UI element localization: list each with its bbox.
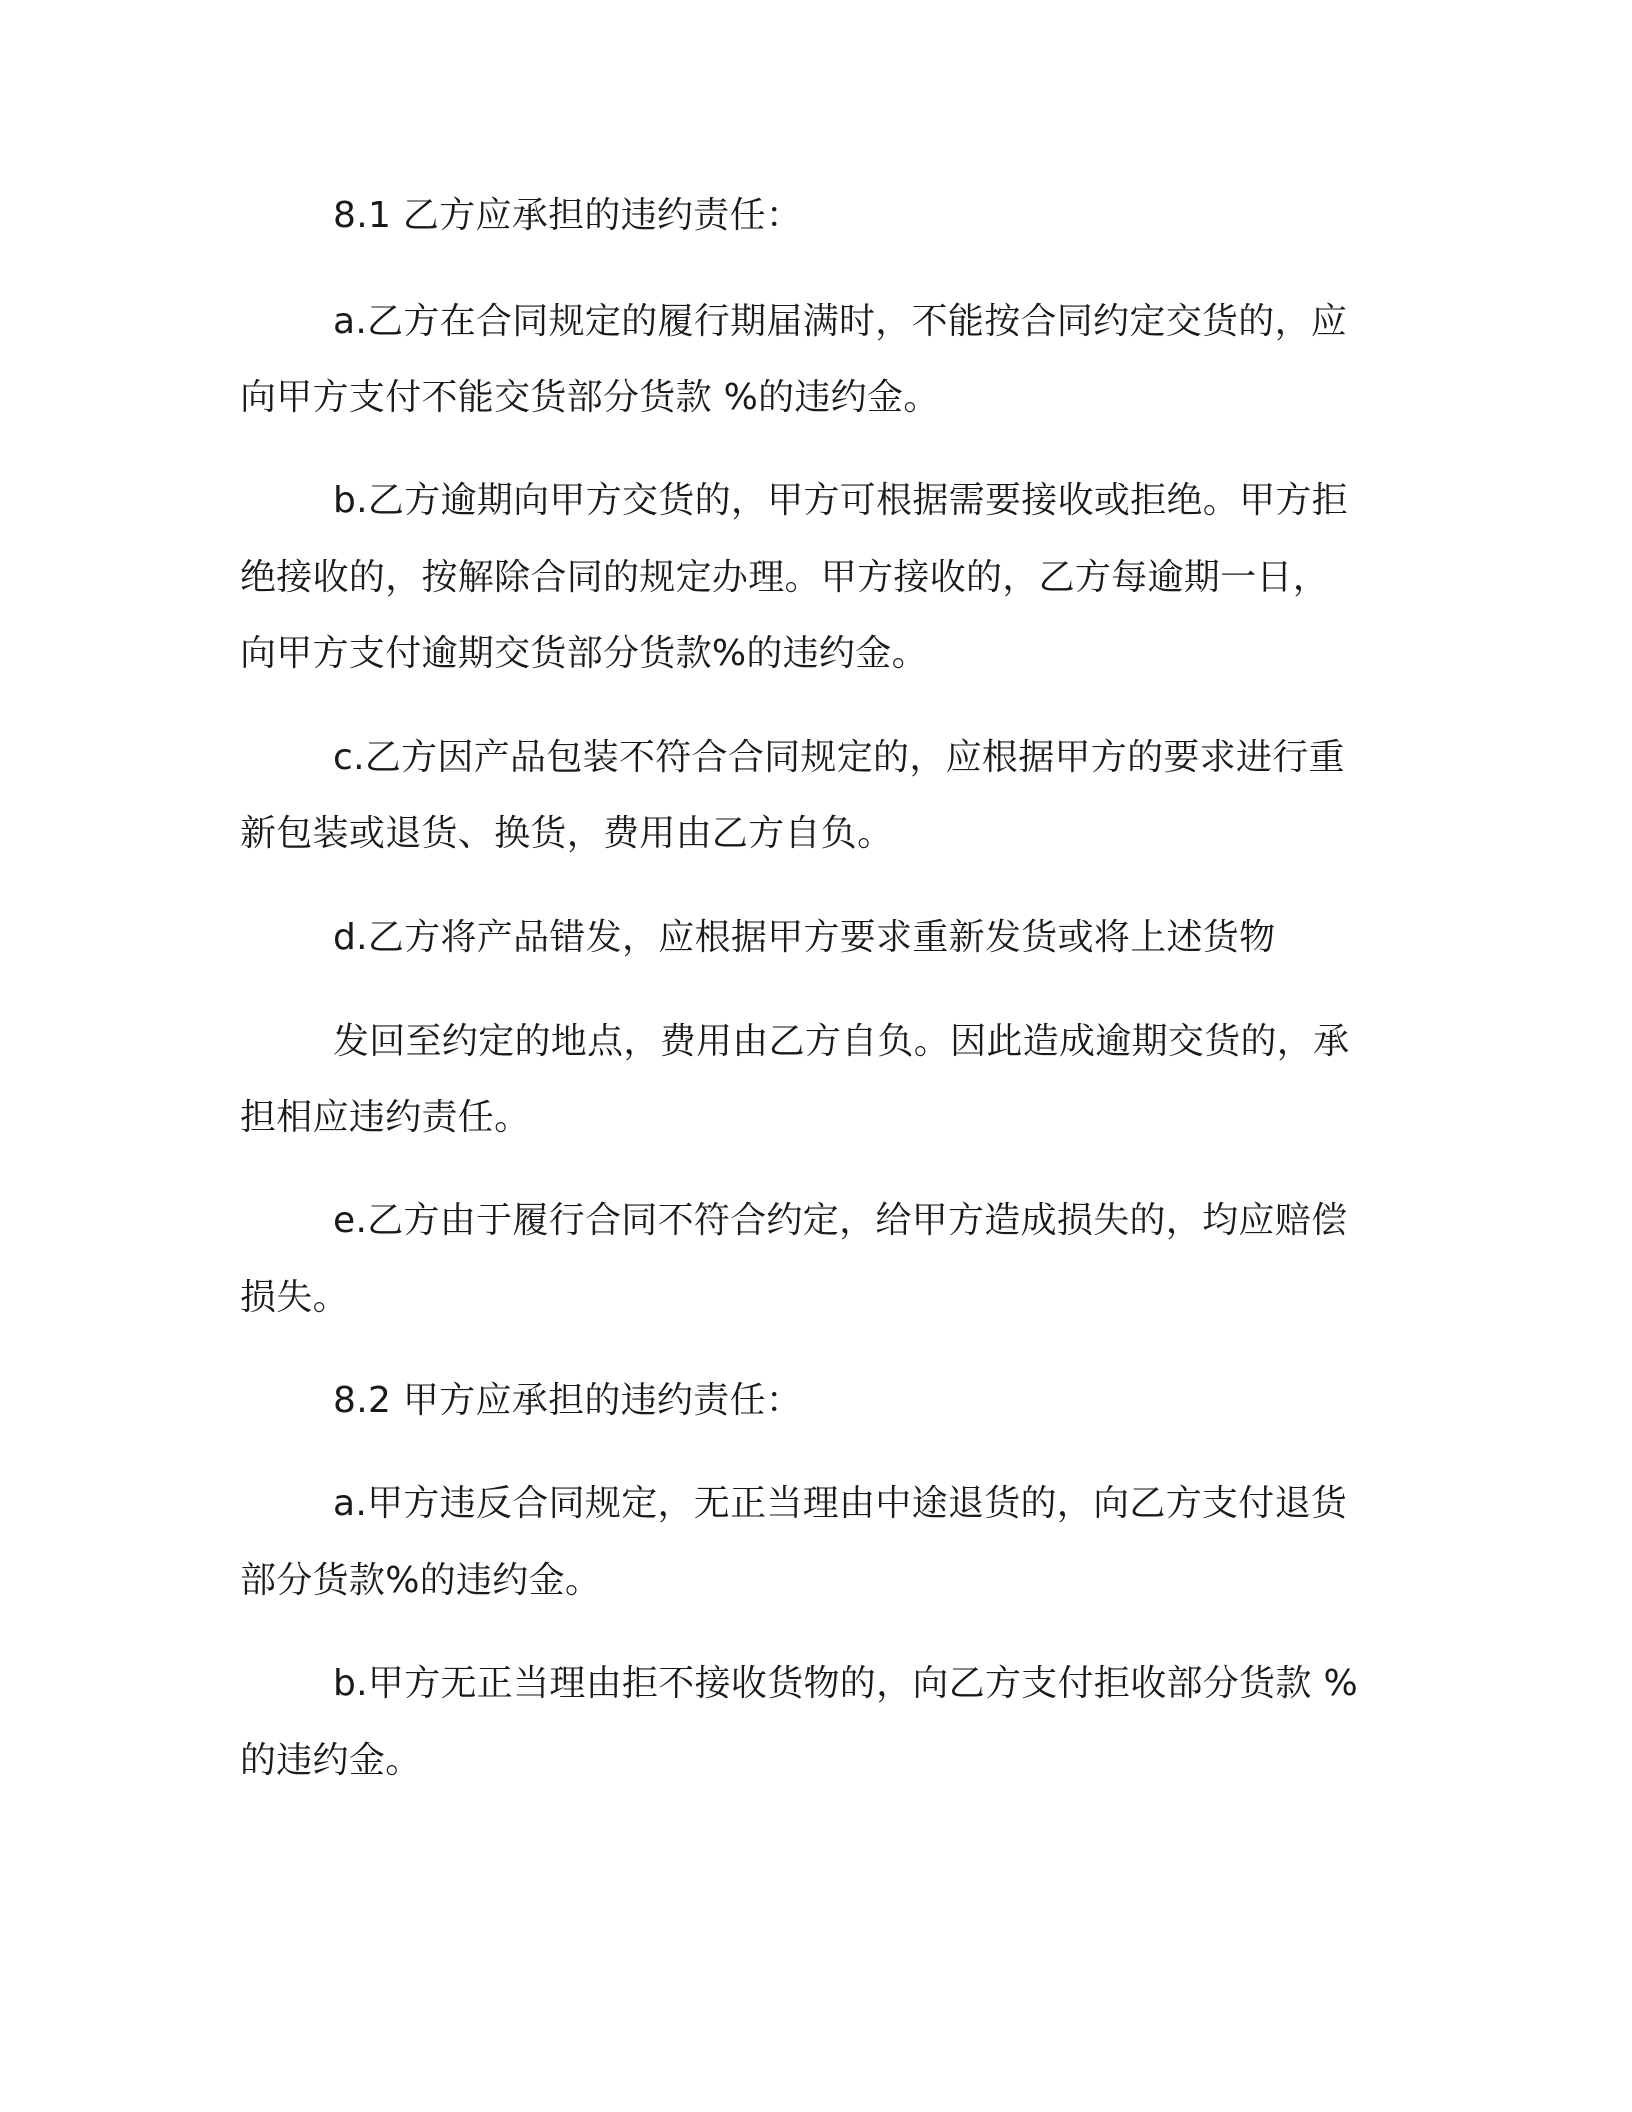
clause-8-1-d-line-3: 担相应违约责任。 [240, 1097, 531, 1138]
clause-8-1-a-line-2: 向甲方支付不能交货部分货款 %的违约金。 [240, 377, 940, 418]
clause-8-2-a-line-1: a.甲方违反合同规定，无正当理由中途退货的，向乙方支付退货 [333, 1483, 1348, 1524]
clause-8-1-b-line-2: 绝接收的，按解除合同的规定办理。甲方接收的，乙方每逾期一日， [240, 557, 1330, 598]
clause-8-1-a-line-1: a.乙方在合同规定的履行期届满时，不能按合同约定交货的，应 [333, 301, 1348, 342]
clause-8-1-b-line-3: 向甲方支付逾期交货部分货款%的违约金。 [240, 633, 928, 674]
clause-8-2-b-line-1: b.甲方无正当理由拒不接收货物的，向乙方支付拒收部分货款 % [333, 1663, 1358, 1704]
section-8-2-heading: 8.2 甲方应承担的违约责任： [333, 1380, 803, 1421]
clause-8-1-d-line-1: d.乙方将产品错发，应根据甲方要求重新发货或将上述货物 [333, 917, 1276, 958]
clause-8-1-e-line-1: e.乙方由于履行合同不符合约定，给甲方造成损失的，均应赔偿 [333, 1200, 1348, 1241]
section-8-1-heading: 8.1 乙方应承担的违约责任： [333, 195, 803, 236]
clause-8-1-b-line-1: b.乙方逾期向甲方交货的，甲方可根据需要接收或拒绝。甲方拒 [333, 480, 1348, 521]
clause-8-1-c-line-2: 新包装或退货、换货，费用由乙方自负。 [240, 813, 894, 854]
clause-8-1-c-line-1: c.乙方因产品包装不符合合同规定的，应根据甲方的要求进行重 [333, 737, 1345, 778]
clause-8-1-e-line-2: 损失。 [240, 1277, 349, 1318]
clause-8-2-b-line-2: 的违约金。 [240, 1740, 422, 1781]
clause-8-1-d-line-2: 发回至约定的地点，费用由乙方自负。因此造成逾期交货的，承 [333, 1021, 1350, 1062]
clause-8-2-a-line-2: 部分货款%的违约金。 [240, 1560, 602, 1601]
